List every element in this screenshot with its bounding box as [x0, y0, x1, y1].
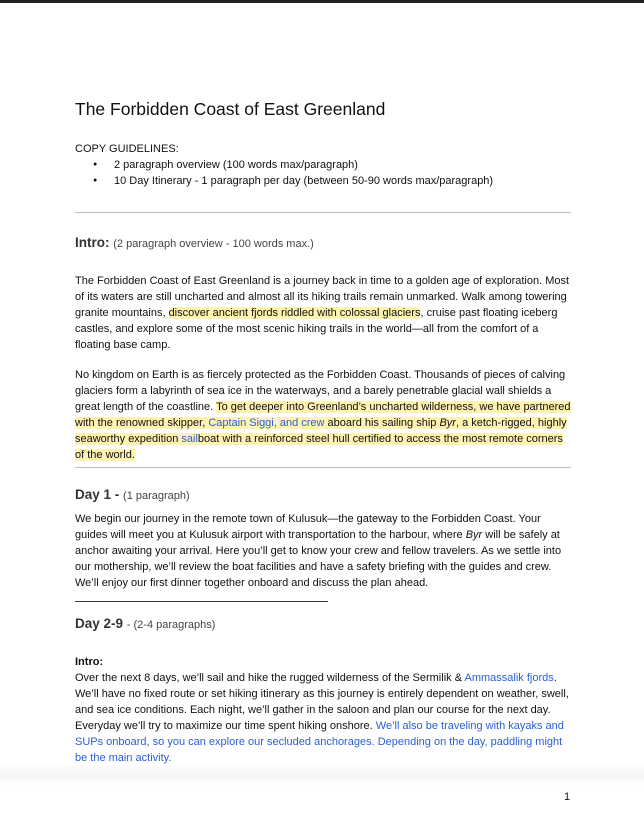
- short-divider: [75, 601, 328, 602]
- day2-9-heading-label: Day 2-9: [75, 616, 124, 631]
- day1-paragraph: We begin our journey in the remote town of Kulusuk—the gateway to the Forbidden Coast. Your guides will meet you at Kulusuk airport with transportation to the harbour, where Byr will be safely at anchor awaiting your arrival. Here you’ll get to know your crew and fellow travelers. As we settle into our mothership, we’ll review the boat facilities and have a safety briefing with the guides and crew. We’ll enjoy our first dinner together onboard and discuss the plan ahead.: [75, 513, 562, 589]
- day1-heading-note: (1 paragraph): [123, 490, 190, 502]
- intro-heading-label: Intro:: [75, 235, 110, 250]
- guideline-item: ● 2 paragraph overview (100 words max/paragraph): [114, 157, 571, 173]
- document-page: [0, 3, 644, 824]
- guidelines-list: [75, 157, 571, 189]
- guidelines-heading: COPY GUIDELINES:: [75, 143, 179, 155]
- intro-paragraph-2: No kingdom on Earth is as fiercely protected as the Forbidden Coast. Thousands of pieces of calving glaciers form a labyrinth of sea ice in the waterways, and a barely penetrable glacial wall shields a great length of the coastline. To get deeper into Greenland’s uncharted wilderness, we have partnered with the renowned skipper, Captain Siggi, and crew aboard his sailing ship Byr, a ketch-rigged, highly seaworthy expedition sailboat with a reinforced steel hull certified to access the most remote corners of the world.: [75, 369, 571, 461]
- page-bottom-shadow: [0, 765, 644, 785]
- horizontal-rule: [75, 212, 571, 213]
- link-sail[interactable]: sail: [181, 433, 198, 445]
- horizontal-rule: [75, 467, 571, 468]
- document-title: The Forbidden Coast of East Greenland: [75, 99, 386, 119]
- day2-9-paragraph: Over the next 8 days, we’ll sail and hike the rugged wilderness of the Sermilik & Ammassalik fjords. We’ll have no fixed route or set hiking itinerary as this journey is entirely dependent on weather, swell, and sea ice conditions. Each night, we’ll gather in the saloon and plan our course for the next day. Everyday we’ll try to maximize our time spent hiking onshore. We’ll also be traveling with kayaks and SUPs onboard, so you can explore our secluded anchorages. Depending on the day, paddling might be the main activity.: [75, 672, 569, 764]
- intro-heading: [75, 235, 314, 250]
- highlight: discover ancient fjords riddled with colossal glaciers: [168, 307, 421, 319]
- copy-guidelines: [75, 141, 571, 189]
- day2-9-subheading: Intro:: [75, 656, 104, 668]
- guideline-item: ● 10 Day Itinerary - 1 paragraph per day (between 50-90 words max/paragraph): [114, 173, 571, 189]
- ship-name: Byr: [465, 529, 483, 541]
- intro-paragraph-1: The Forbidden Coast of East Greenland is a journey back in time to a golden age of exploration. Most of its waters are still uncharted and almost all its hiking trails remain unmarked. Walk among towering granite mountains, discover ancient fjords riddled with colossal glaciers, cruise past floating iceberg castles, and explore some of the most scenic hiking trails in the world—all from the comfort of a floating base camp.: [75, 275, 570, 351]
- day2-9-heading-note: - (2-4 paragraphs): [126, 619, 216, 631]
- ship-name: Byr: [439, 417, 456, 429]
- day2-9-heading: [75, 616, 215, 631]
- day1-heading-label: Day 1 -: [75, 487, 120, 502]
- link-captain-siggi[interactable]: Captain Siggi, and crew: [208, 417, 325, 429]
- highlight: To get deeper into Greenland’s uncharted wilderness, we have partnered with the renowned skipper,: [75, 401, 571, 429]
- intro-heading-note: (2 paragraph overview - 100 words max.): [113, 238, 314, 250]
- page-number: 1: [564, 791, 571, 803]
- day1-heading: [75, 487, 190, 502]
- link-ammassalik-fjords[interactable]: Ammassalik fjords: [464, 672, 554, 684]
- blue-comment-text: We’ll also be traveling with kayaks and SUPs onboard, so you can explore our secluded anchorages. Depending on the day, paddling might be the main activity.: [75, 720, 564, 764]
